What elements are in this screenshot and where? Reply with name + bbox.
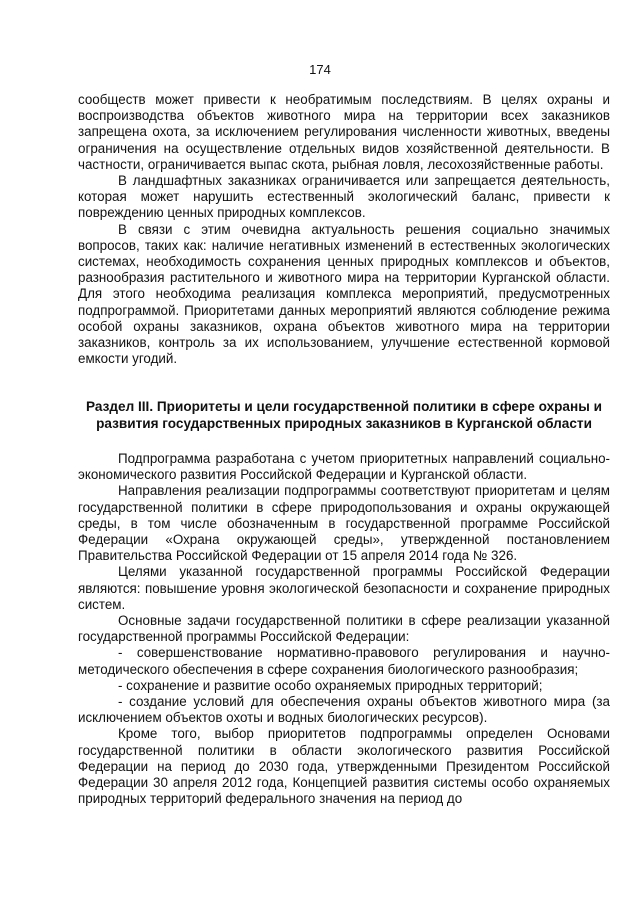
paragraph: Направления реализации подпрограммы соответствуют приоритетам и целям государственной политики в сфере природопользования и охраны окружающей среды, в том числе обозначенным в государственной программе Российской Федерации «Охрана окружающей среды», утвержденной постановлением Правительства Российской Федерации от 15 апреля 2014 года № 326.	[78, 483, 610, 564]
paragraph: - сохранение и развитие особо охраняемых природных территорий;	[118, 677, 543, 693]
body-text-bottom	[78, 451, 610, 807]
paragraph: В ландшафтных заказниках ограничивается или запрещается деятельность, которая может нарушить естественный экологический баланс, привести к повреждению ценных природных комплексов.	[78, 173, 610, 221]
paragraph: Целями указанной государственной программы Российской Федерации являются: повышение уровня экологической безопасности и сохранение природных систем.	[78, 564, 610, 612]
page-number: 174	[309, 62, 331, 77]
paragraph: Кроме того, выбор приоритетов подпрограммы определен Основами государственной политики в области экологического развития Российской Федерации на период до 2030 года, утвержденными Президентом Российской Федерации 30 апреля 2012 года, Концепцией развития системы особо охраняемых природных территорий федерального значения на период до	[78, 726, 610, 807]
paragraph: - создание условий для обеспечения охраны объектов животного мира (за исключением объектов охоты и водных биологических ресурсов).	[78, 694, 610, 726]
body-text-top	[78, 92, 610, 367]
paragraph: сообществ может привести к необратимым последствиям. В целях охраны и воспроизводства объектов животного мира на территории всех заказников запрещена охота, за исключением регулирования численности животных, введены ограничения на осуществление отдельных видов хозяйственной деятельности. В частности, ограничивается выпас скота, рыбная ловля, лесохозяйственные работы.	[78, 92, 610, 172]
paragraph: Основные задачи государственной политики в сфере реализации указанной государственной программы Российской Федерации:	[78, 613, 610, 645]
section-heading: Раздел III. Приоритеты и цели государственной политики в сфере охраны и развития государственных природных заказников в Курганской области	[86, 399, 602, 431]
paragraph: Подпрограмма разработана с учетом приоритетных направлений социально-экономического развития Российской Федерации и Курганской области.	[78, 451, 610, 483]
paragraph: В связи с этим очевидна актуальность решения социально значимых вопросов, таких как: наличие негативных изменений в естественных экологических системах, необходимость сохранения ценных природных комплексов и объектов, разнообразия растительного и животного мира на территории Курганской области. Для этого необходима реализация комплекса мероприятий, предусмотренных подпрограммой. Приоритетами данных мероприятий являются соблюдение режима особой охраны заказников, охрана объектов животного мира на территории заказников, контроль за их использованием, улучшение естественной кормовой емкости угодий.	[78, 221, 610, 367]
paragraph: - совершенствование нормативно-правового регулирования и научно-методического обеспечения в сфере сохранения биологического разнообразия;	[78, 645, 610, 677]
